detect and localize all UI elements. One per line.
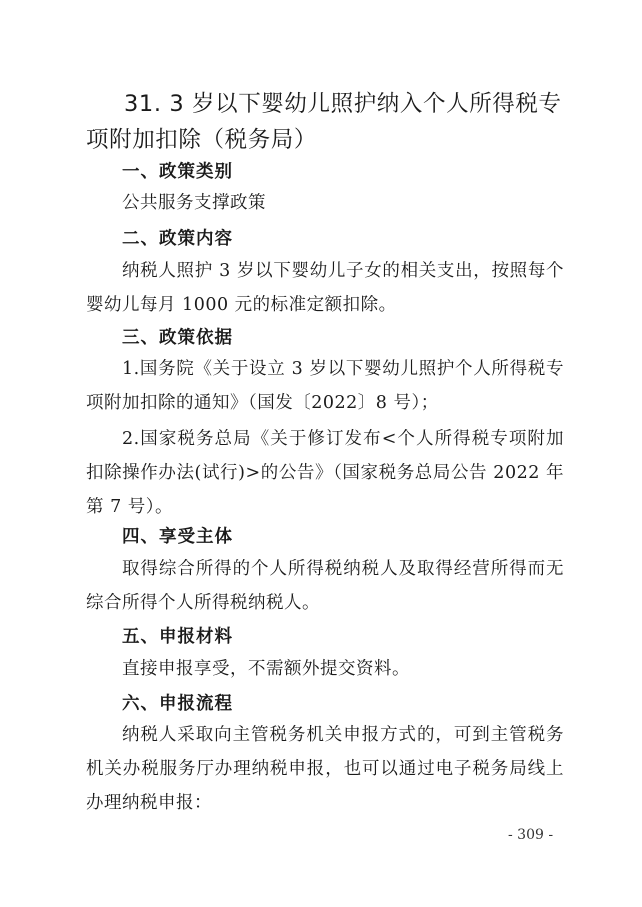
section-heading-application-materials: 五、申报材料 — [122, 627, 233, 647]
section-heading-beneficiaries: 四、享受主体 — [122, 527, 233, 547]
section-heading-application-process: 六、申报流程 — [122, 694, 233, 714]
section-heading-policy-category: 一、政策类别 — [122, 162, 233, 182]
section-paragraph: 公共服务支撑政策 — [122, 193, 266, 213]
section-heading-policy-content: 二、政策内容 — [122, 229, 233, 249]
section-paragraph: 纳税人采取向主管税务机关申报方式的，可到主管税务机关办税服务厅办理纳税申报，也可以通过电子税务局线上办理纳税申报： — [86, 725, 564, 813]
section-heading-policy-basis: 三、政策依据 — [122, 328, 233, 348]
section-paragraph: 取得综合所得的个人所得税纳税人及取得经营所得而无综合所得个人所得税纳税人。 — [86, 559, 564, 613]
section-paragraph: 1.国务院《关于设立 3 岁以下婴幼儿照护个人所得税专项附加扣除的通知》（国发〔2022〕8 号）； — [86, 359, 564, 413]
section-paragraph: 直接申报享受，不需额外提交资料。 — [122, 659, 410, 679]
page-number: - 309 - — [508, 827, 554, 843]
page-title: 31. 3 岁以下婴幼儿照护纳入个人所得税专项附加扣除（税务局） — [86, 91, 562, 153]
section-paragraph: 2.国家税务总局《关于修订发布<个人所得税专项附加扣除操作办法(试行)>的公告》（国家税务总局公告 2022 年第 7 号）。 — [86, 429, 564, 517]
section-paragraph: 纳税人照护 3 岁以下婴幼儿子女的相关支出，按照每个婴幼儿每月 1000 元的标准定额扣除。 — [86, 261, 564, 315]
